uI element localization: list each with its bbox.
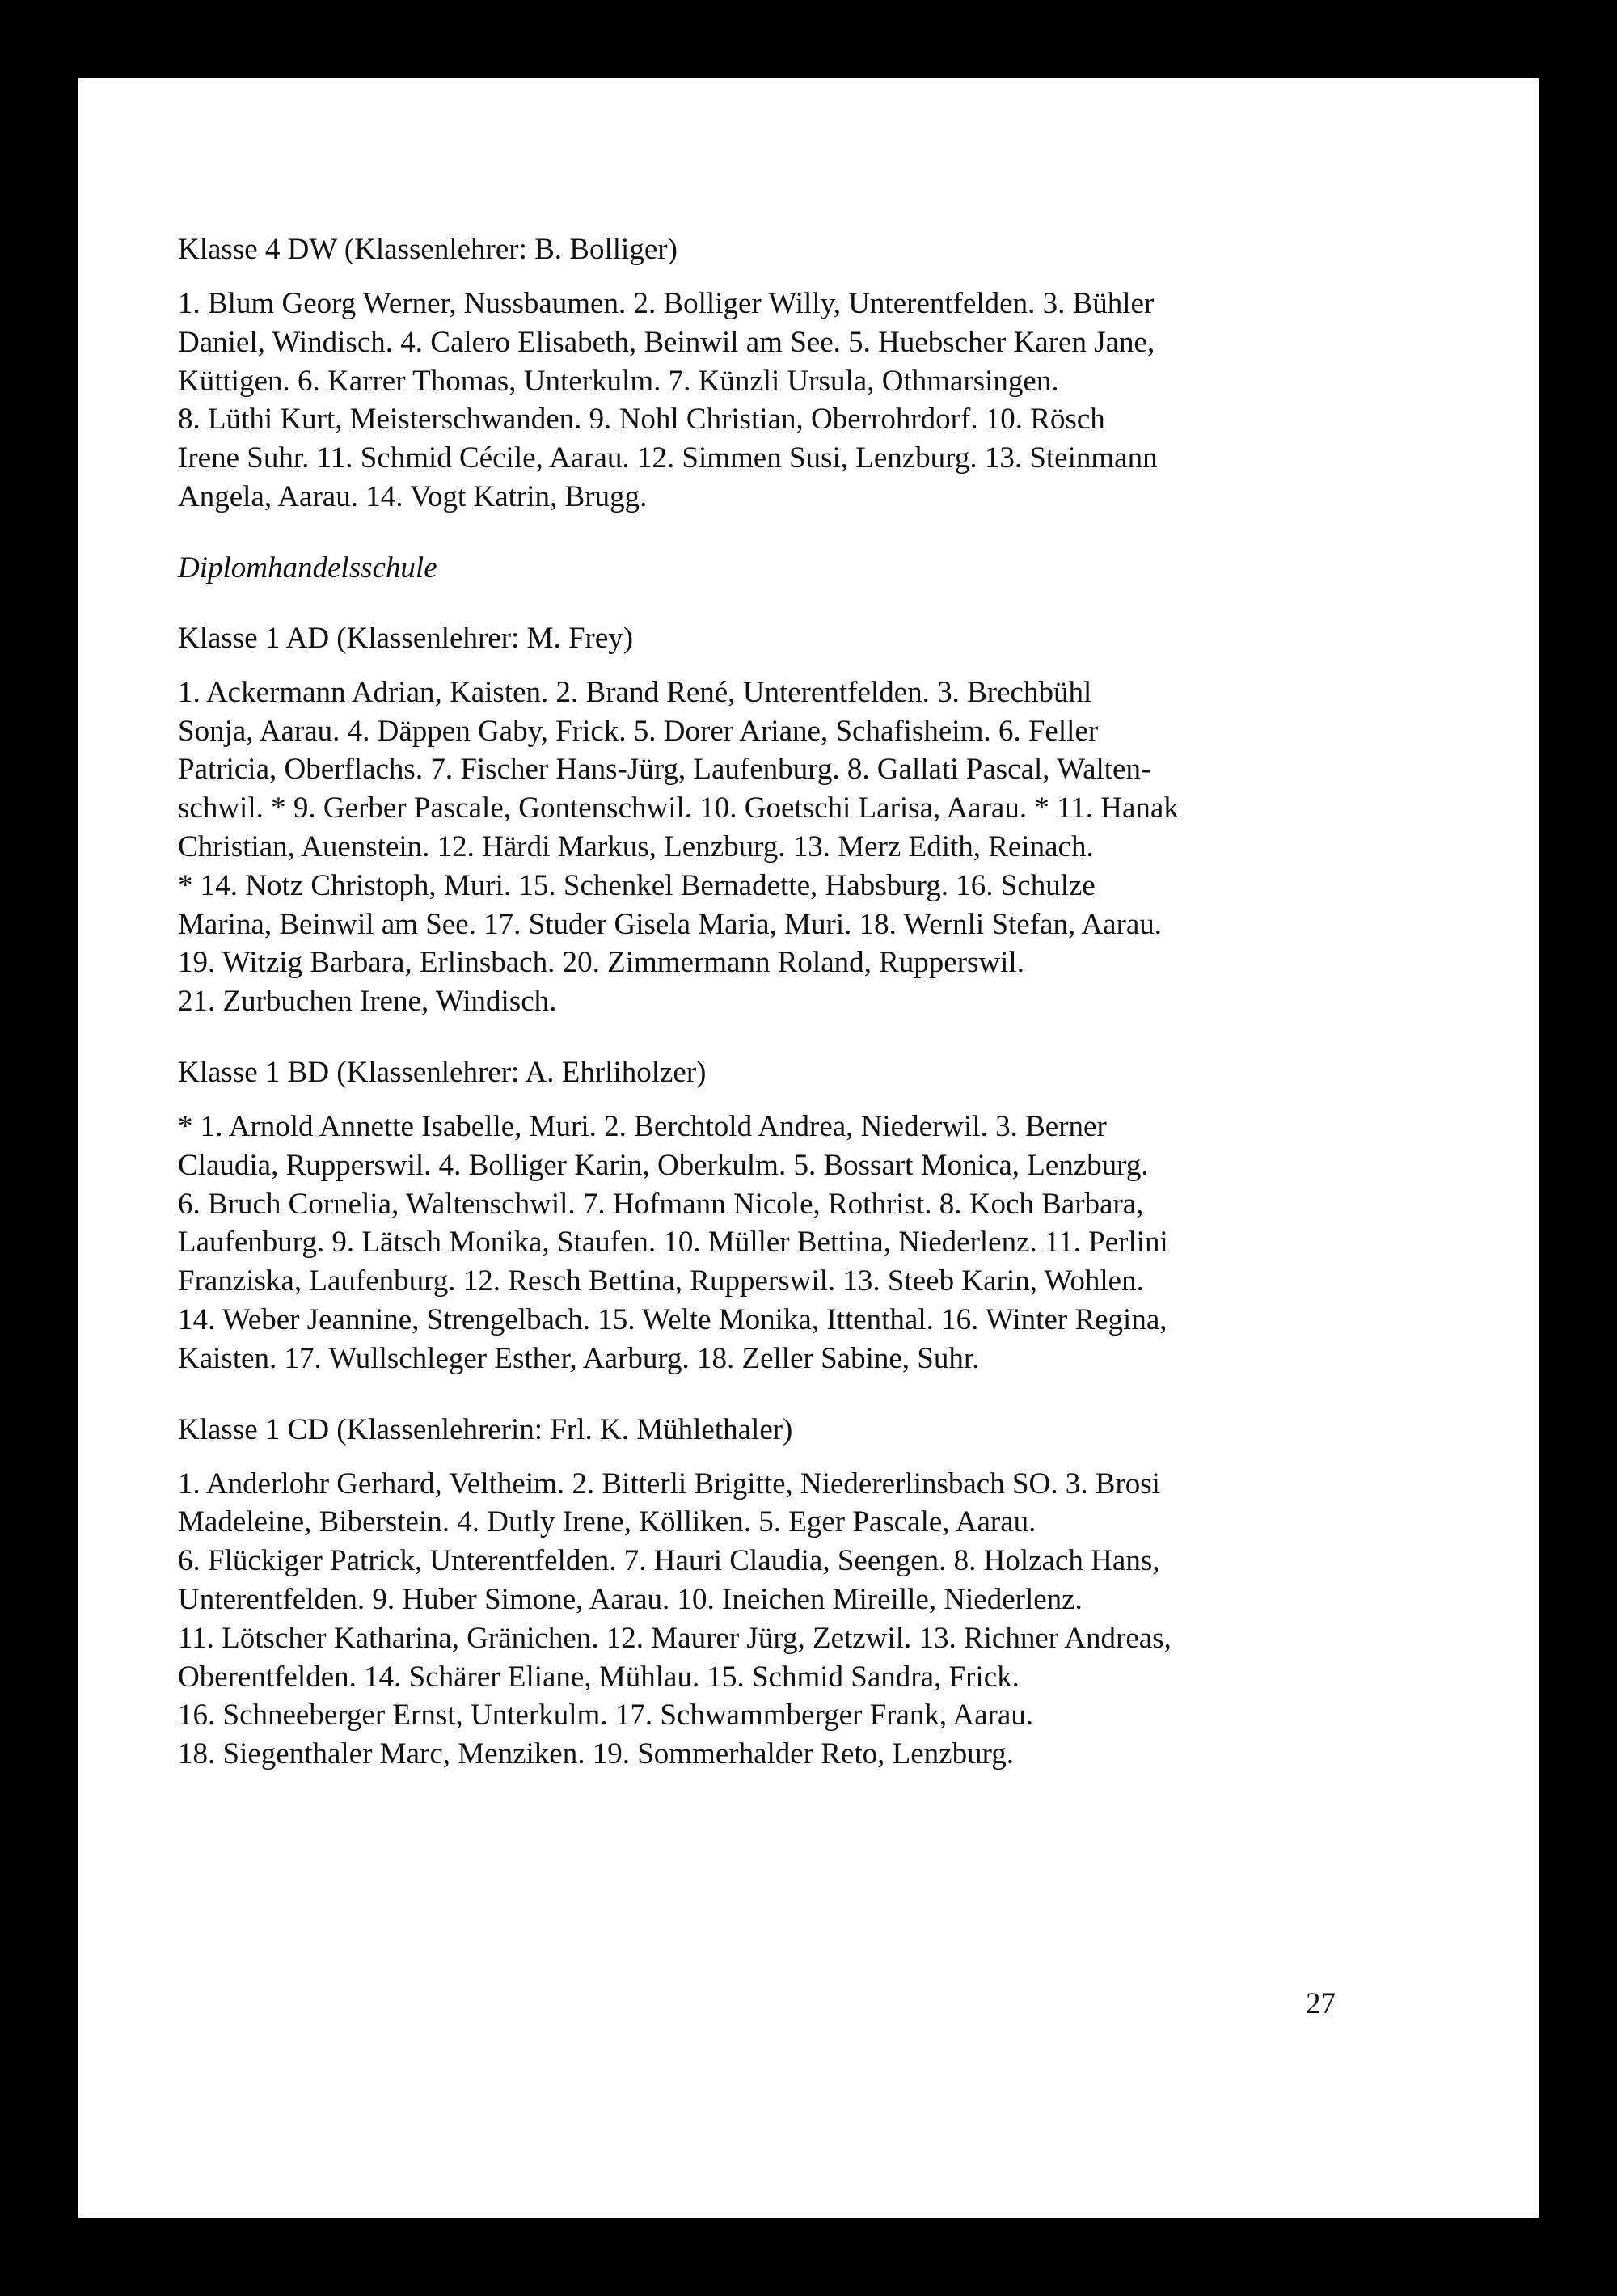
list-line: 8. Lüthi Kurt, Meisterschwanden. 9. Nohl Christian, Oberrohrdorf. 10. Rösch — [178, 403, 1105, 437]
page-number: 27 — [1306, 1987, 1336, 2020]
list-line: Küttigen. 6. Karrer Thomas, Unterkulm. 7. Künzli Ursula, Othmarsingen. — [178, 364, 1059, 398]
list-line: 1. Blum Georg Werner, Nussbaumen. 2. Bolliger Willy, Unterentfelden. 3. Bühler — [178, 287, 1155, 320]
class-heading-1ad: Klasse 1 AD (Klassenlehrer: M. Frey) — [178, 621, 634, 655]
list-line: Franziska, Laufenburg. 12. Resch Bettina, Rupperswil. 13. Steeb Karin, Wohlen. — [178, 1264, 1144, 1298]
list-line: 11. Lötscher Katharina, Gränichen. 12. Maurer Jürg, Zetzwil. 13. Richner Andreas, — [178, 1621, 1172, 1655]
list-line: Claudia, Rupperswil. 4. Bolliger Karin, Oberkulm. 5. Bossart Monica, Lenzburg. — [178, 1148, 1149, 1182]
class-list-1cd — [178, 1465, 1342, 1774]
list-line: 6. Flückiger Patrick, Unterentfelden. 7. Hauri Claudia, Seengen. 8. Holzach Hans, — [178, 1544, 1160, 1578]
list-line: Christian, Auenstein. 12. Härdi Markus, Lenzburg. 13. Merz Edith, Reinach. — [178, 829, 1094, 863]
list-line: Angela, Aarau. 14. Vogt Katrin, Brugg. — [178, 479, 648, 513]
class-list-1ad — [178, 673, 1342, 1021]
list-line: Marina, Beinwil am See. 17. Studer Gisela Maria, Muri. 18. Wernli Stefan, Aarau. — [178, 907, 1163, 941]
list-line: 18. Siegenthaler Marc, Menziken. 19. Sommerhalder Reto, Lenzburg. — [178, 1737, 1014, 1771]
list-line: Sonja, Aarau. 4. Däppen Gaby, Frick. 5. Dorer Ariane, Schafisheim. 6. Feller — [178, 714, 1099, 748]
list-line: 16. Schneeberger Ernst, Unterkulm. 17. Schwammberger Frank, Aarau. — [178, 1699, 1034, 1733]
list-line: Laufenburg. 9. Lätsch Monika, Staufen. 10. Müller Bettina, Niederlenz. 11. Perlini — [178, 1226, 1168, 1260]
list-line: Irene Suhr. 11. Schmid Cécile, Aarau. 12. Simmen Susi, Lenzburg. 13. Steinmann — [178, 441, 1158, 475]
list-line: * 1. Arnold Annette Isabelle, Muri. 2. Berchtold Andrea, Niederwil. 3. Berner — [178, 1109, 1107, 1143]
list-line: Patricia, Oberflachs. 7. Fischer Hans-Jürg, Laufenburg. 8. Gallati Pascal, Walten- — [178, 753, 1151, 787]
class-list-1bd — [178, 1108, 1342, 1378]
list-line: 1. Anderlohr Gerhard, Veltheim. 2. Bitterli Brigitte, Niedererlinsbach SO. 3. Brosi — [178, 1467, 1160, 1500]
list-line: 19. Witzig Barbara, Erlinsbach. 20. Zimmermann Roland, Rupperswil. — [178, 946, 1024, 980]
list-line: Oberentfelden. 14. Schärer Eliane, Mühlau. 15. Schmid Sandra, Frick. — [178, 1660, 1020, 1694]
class-heading-4dw: Klasse 4 DW (Klassenlehrer: B. Bolliger) — [178, 233, 678, 266]
list-line: Kaisten. 17. Wullschleger Esther, Aarburg. 18. Zeller Sabine, Suhr. — [178, 1341, 980, 1375]
list-line: 6. Bruch Cornelia, Waltenschwil. 7. Hofmann Nicole, Rothrist. 8. Koch Barbara, — [178, 1187, 1144, 1221]
document-page — [78, 78, 1539, 2218]
list-line: 1. Ackermann Adrian, Kaisten. 2. Brand René, Unterentfelden. 3. Brechbühl — [178, 675, 1092, 709]
school-subtitle: Diplomhandelsschule — [178, 551, 437, 585]
page-content — [178, 230, 1342, 1774]
class-heading-1bd: Klasse 1 BD (Klassenlehrer: A. Ehrliholzer) — [178, 1055, 707, 1089]
class-heading-1cd: Klasse 1 CD (Klassenlehrerin: Frl. K. Mühlethaler) — [178, 1412, 793, 1446]
list-line: Daniel, Windisch. 4. Calero Elisabeth, Beinwil am See. 5. Huebscher Karen Jane, — [178, 325, 1155, 359]
list-line: 21. Zurbuchen Irene, Windisch. — [178, 985, 557, 1019]
list-line: * 14. Notz Christoph, Muri. 15. Schenkel Bernadette, Habsburg. 16. Schulze — [178, 868, 1096, 902]
class-list-4dw — [178, 285, 1342, 517]
list-line: Unterentfelden. 9. Huber Simone, Aarau. 10. Ineichen Mireille, Niederlenz. — [178, 1582, 1083, 1616]
list-line: 14. Weber Jeannine, Strengelbach. 15. Welte Monika, Ittenthal. 16. Winter Regina, — [178, 1302, 1167, 1336]
list-line: schwil. * 9. Gerber Pascale, Gontenschwil. 10. Goetschi Larisa, Aarau. * 11. Hanak — [178, 791, 1179, 825]
list-line: Madeleine, Biberstein. 4. Dutly Irene, Kölliken. 5. Eger Pascale, Aarau. — [178, 1505, 1036, 1539]
